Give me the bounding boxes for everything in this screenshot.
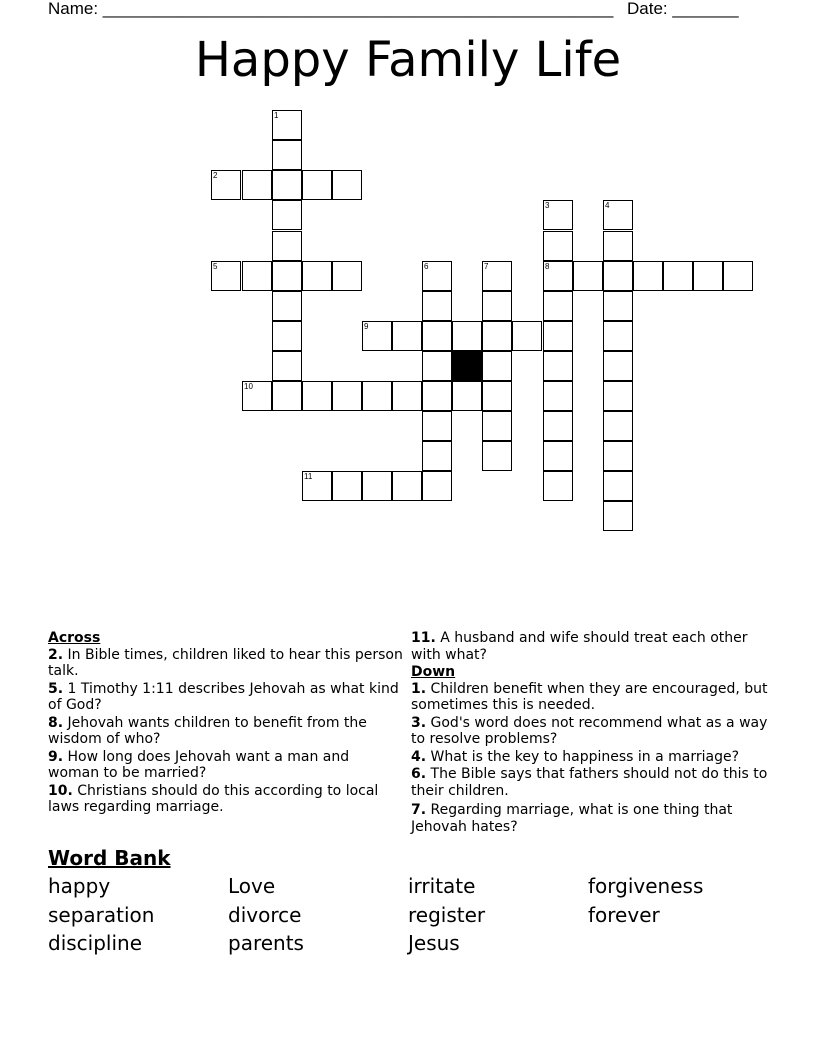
down-clue: 3. God's word does not recommend what as a way to resolve problems? <box>411 714 768 747</box>
crossword-cell[interactable] <box>272 200 302 230</box>
crossword-cell[interactable] <box>392 381 422 411</box>
page-title: Happy Family Life <box>194 32 622 88</box>
crossword-cell[interactable] <box>573 261 603 291</box>
across-clue: 5. 1 Timothy 1:11 describes Jehovah as what kind of God? <box>48 680 399 713</box>
crossword-cell[interactable] <box>302 170 332 200</box>
crossword-cell[interactable] <box>211 170 241 200</box>
crossword-cell[interactable] <box>603 261 633 291</box>
crossword-cell[interactable] <box>332 471 362 501</box>
word-bank-word: Jesus <box>408 931 460 955</box>
crossword-cell[interactable] <box>543 231 573 261</box>
crossword-cell[interactable] <box>392 321 422 351</box>
word-bank-word: Love <box>228 874 276 898</box>
crossword-cell[interactable] <box>422 381 452 411</box>
crossword-cell[interactable] <box>482 411 512 441</box>
crossword-cell[interactable] <box>392 471 422 501</box>
crossword-cell[interactable] <box>422 291 452 321</box>
crossword-cell[interactable] <box>482 381 512 411</box>
crossword-cell[interactable] <box>482 291 512 321</box>
crossword-cell[interactable] <box>422 441 452 471</box>
word-bank <box>48 874 768 956</box>
crossword-cell[interactable] <box>272 231 302 261</box>
crossword-cell[interactable] <box>543 291 573 321</box>
crossword-cell[interactable] <box>211 261 241 291</box>
crossword-cell[interactable] <box>723 261 753 291</box>
clue-number: 3 <box>545 201 550 210</box>
crossword-cell[interactable] <box>422 321 452 351</box>
crossword-cell[interactable] <box>272 291 302 321</box>
crossword-cell[interactable] <box>543 321 573 351</box>
crossword-cell[interactable] <box>272 351 302 381</box>
crossword-cell[interactable] <box>543 471 573 501</box>
crossword-cell[interactable] <box>603 200 633 230</box>
crossword-cell[interactable] <box>663 261 693 291</box>
crossword-cell[interactable] <box>362 471 392 501</box>
clue-number: 7 <box>484 262 489 271</box>
across-clues <box>48 630 403 817</box>
crossword-cell[interactable] <box>422 351 452 381</box>
crossword-cell[interactable] <box>362 321 392 351</box>
down-clue: 1. Children benefit when they are encouraged, but sometimes this is needed. <box>411 680 768 713</box>
down-clues <box>411 630 771 836</box>
crossword-cell[interactable] <box>543 381 573 411</box>
crossword-cell[interactable] <box>422 411 452 441</box>
across-clue: 10. Christians should do this according to local laws regarding marriage. <box>48 782 379 815</box>
crossword-cell[interactable] <box>482 351 512 381</box>
clue-number: 2 <box>213 171 218 180</box>
down-clue: 7. Regarding marriage, what is one thing that Jehovah hates? <box>411 802 733 835</box>
crossword-cell[interactable] <box>242 261 272 291</box>
across-heading: Across <box>48 630 101 646</box>
word-bank-word: forgiveness <box>588 874 704 898</box>
crossword-cell[interactable] <box>242 381 272 411</box>
across-clue: 2. In Bible times, children liked to hear this person talk. <box>48 646 403 679</box>
crossword-cell[interactable] <box>332 381 362 411</box>
clue-number: 1 <box>274 111 279 120</box>
crossword-cell[interactable] <box>543 351 573 381</box>
word-bank-word: discipline <box>48 931 143 955</box>
crossword-cell[interactable] <box>272 321 302 351</box>
crossword-cell[interactable] <box>422 261 452 291</box>
crossword-cell[interactable] <box>603 351 633 381</box>
date-field-label: Date: _______ <box>627 0 739 18</box>
clue-number: 11 <box>304 472 313 481</box>
crossword-cell[interactable] <box>543 261 573 291</box>
word-bank-word: forever <box>588 902 660 927</box>
crossword-cell[interactable] <box>512 321 542 351</box>
crossword-cell[interactable] <box>482 441 512 471</box>
clue-number: 5 <box>213 262 218 271</box>
crossword-cell[interactable] <box>272 381 302 411</box>
crossword-cell[interactable] <box>603 231 633 261</box>
clue-number: 10 <box>244 382 253 391</box>
word-bank-word: irritate <box>408 874 476 898</box>
clue-number: 8 <box>545 262 550 271</box>
crossword-cell[interactable] <box>452 321 482 351</box>
across-clue: 8. Jehovah wants children to benefit from the wisdom of who? <box>48 714 367 747</box>
crossword-cell[interactable] <box>302 261 332 291</box>
crossword-cell[interactable] <box>543 441 573 471</box>
crossword-cell[interactable] <box>603 471 633 501</box>
crossword-cell[interactable] <box>603 441 633 471</box>
crossword-cell[interactable] <box>603 291 633 321</box>
crossword-cell[interactable] <box>272 110 302 140</box>
crossword-cell[interactable] <box>302 471 332 501</box>
crossword-cell[interactable] <box>603 501 633 531</box>
crossword-cell[interactable] <box>332 261 362 291</box>
crossword-cell[interactable] <box>422 471 452 501</box>
crossword-cell[interactable] <box>603 381 633 411</box>
crossword-cell[interactable] <box>242 170 272 200</box>
down-clue: 4. What is the key to happiness in a marriage? <box>411 748 740 765</box>
across-clue: 11. A husband and wife should treat each other with what? <box>411 630 748 663</box>
word-bank-word: separation <box>48 902 155 927</box>
crossword-cell[interactable] <box>543 200 573 230</box>
down-heading: Down <box>411 664 456 680</box>
word-bank-word: register <box>408 902 486 927</box>
across-clue: 9. How long does Jehovah want a man and woman to be married? <box>48 748 350 781</box>
crossword-cell[interactable] <box>482 261 512 291</box>
clue-number: 4 <box>605 201 610 210</box>
word-bank-word: parents <box>228 931 304 955</box>
clue-number: 6 <box>424 262 429 271</box>
crossword-cell[interactable] <box>633 261 663 291</box>
crossword-cell[interactable] <box>693 261 723 291</box>
crossword-cell[interactable] <box>272 170 302 200</box>
crossword-cell[interactable] <box>272 261 302 291</box>
crossword-cell[interactable] <box>603 321 633 351</box>
clue-number: 9 <box>364 322 369 331</box>
crossword-cell[interactable] <box>543 411 573 441</box>
down-clue: 6. The Bible says that fathers should not do this to their children. <box>411 766 768 799</box>
crossword-black-cell <box>452 351 482 381</box>
crossword-cell[interactable] <box>362 381 392 411</box>
crossword-cell[interactable] <box>603 411 633 441</box>
word-bank-word: happy <box>48 874 111 898</box>
word-bank-title: Word Bank <box>48 846 171 870</box>
crossword-cell[interactable] <box>272 140 302 170</box>
word-bank-word: divorce <box>228 902 302 927</box>
crossword-cell[interactable] <box>302 381 332 411</box>
crossword-cell[interactable] <box>332 170 362 200</box>
crossword-cell[interactable] <box>452 381 482 411</box>
crossword-cell[interactable] <box>482 321 512 351</box>
name-field-label: Name: ______________________________________________________ <box>48 0 614 18</box>
